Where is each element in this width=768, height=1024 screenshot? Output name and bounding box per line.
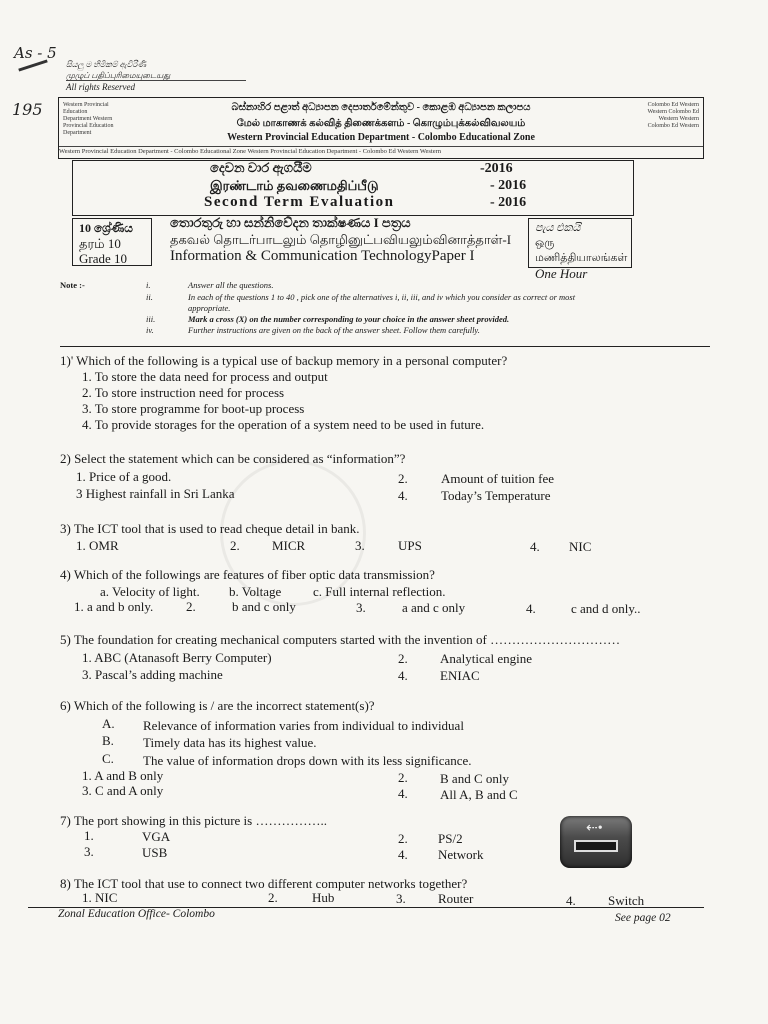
subject-tamil: தகவல் தொடர்பாடலும் தொழினுட்பவியலும்வினாத்தாள்-I xyxy=(170,232,512,247)
option: Hub xyxy=(312,890,335,905)
option: 2. To store instruction need for process xyxy=(82,385,285,400)
subject-title xyxy=(170,214,511,265)
option-number: 3. xyxy=(356,600,366,615)
copyright-english: All rights Reserved xyxy=(66,82,135,92)
term-year-sinhala: -2016 xyxy=(480,161,513,176)
option-number: 2. xyxy=(268,890,278,905)
handwritten-number: 195 xyxy=(12,100,43,119)
note-text: appropriate. xyxy=(188,303,231,313)
option: Switch xyxy=(608,893,645,908)
statement-a: Relevance of information varies from individual to individual xyxy=(143,718,464,733)
dept-english: Western Provincial Education Department - Colombo Educational Zone xyxy=(227,132,535,143)
note-text: In each of the questions 1 to 40 , pick one of the alternatives i, ii, iii, and iv which you consider as correct or most xyxy=(188,292,576,302)
option-number: 4. xyxy=(398,668,408,683)
option: Analytical engine xyxy=(440,651,533,666)
note-text: Mark a cross (X) on the number corresponding to your choice in the answer sheet provided. xyxy=(188,314,510,324)
option: 1. ABC (Atanasoft Berry Computer) xyxy=(82,650,272,665)
subject-english: Information & Communication TechnologyPaper I xyxy=(170,248,475,264)
statement-b: b. Voltage xyxy=(229,584,282,599)
grade-sinhala: 10 ශ්‍රේණිය xyxy=(79,221,133,235)
statement-a: a. Velocity of light. xyxy=(100,584,200,599)
handwritten-note: As - 5 xyxy=(14,44,57,62)
option-number: 4. xyxy=(530,539,540,554)
option-number: 2. xyxy=(186,599,196,614)
note-text: Answer all the questions. xyxy=(188,280,274,290)
usb-icon: ⇠• xyxy=(586,821,603,836)
option-number: 3. xyxy=(84,844,94,859)
option-number: 2. xyxy=(398,831,408,846)
option: 1. A and B only xyxy=(82,768,164,783)
note-num: iii. xyxy=(146,314,156,324)
header-box xyxy=(58,97,704,159)
option: c and d only.. xyxy=(571,601,641,616)
option-number: 4. xyxy=(526,601,536,616)
option: a and c only xyxy=(402,600,466,615)
option: PS/2 xyxy=(438,831,463,846)
option: B and C only xyxy=(440,771,509,786)
time-box xyxy=(528,218,632,281)
time-english: One Hour xyxy=(535,266,588,281)
copyright-tamil: முழுப் பதிப்புரிமையுடையது xyxy=(66,71,171,80)
notes-label: Note :- xyxy=(60,280,85,290)
question-8: 8) The ICT tool that use to connect two different computer networks together? xyxy=(60,876,468,891)
option: ENIAC xyxy=(440,668,480,683)
statement-b: Timely data has its highest value. xyxy=(143,735,317,750)
statement-c: c. Full internal reflection. xyxy=(313,584,446,599)
subject-sinhala: තොරතුරු හා සන්නිවේදන තාක්ෂණය I පත්‍රය xyxy=(170,215,411,230)
option: 3. To store programme for boot-up process xyxy=(82,401,305,416)
notes-divider xyxy=(60,346,710,347)
option: 1. To store the data need for process and output xyxy=(82,369,328,384)
option-number: 4. xyxy=(398,786,408,801)
seal-left: Western Provincial Education Department Western Provincial Education Department xyxy=(63,102,114,136)
option: MICR xyxy=(272,538,306,553)
term-english: Second Term Evaluation xyxy=(204,194,395,210)
footer-see-page: See page 02 xyxy=(615,912,671,924)
option: 1. Price of a good. xyxy=(76,469,172,484)
option: 1. a and b only. xyxy=(74,599,154,614)
term-box xyxy=(72,160,634,216)
grade-box xyxy=(72,218,152,266)
option: VGA xyxy=(142,829,171,844)
question-4: 4) Which of the followings are features of fiber optic data transmission? xyxy=(60,567,435,582)
question-3: 3) The ICT tool that is used to read cheque detail in bank. xyxy=(60,521,360,536)
option: All A, B and C xyxy=(440,787,518,802)
option: b and c only xyxy=(232,599,296,614)
option: 3 Highest rainfall in Sri Lanka xyxy=(76,486,235,501)
time-sinhala: පැය එකයි xyxy=(535,222,581,234)
option-number: 4. xyxy=(566,893,576,908)
option: Amount of tuition fee xyxy=(441,471,555,486)
term-sinhala: දෙවන වාර ඇගයීම xyxy=(210,160,312,175)
option: UPS xyxy=(398,538,422,553)
question-2: 2) Select the statement which can be considered as “information”? xyxy=(60,451,406,466)
grade-tamil: தரம் 10 xyxy=(79,236,121,251)
question-1: 1)' Which of the following is a typical use of backup memory in a personal computer? xyxy=(60,353,508,368)
note-text: Further instructions are given on the back of the answer sheet. Follow them carefully. xyxy=(188,325,480,335)
option: Today’s Temperature xyxy=(441,488,551,503)
option: 1. OMR xyxy=(76,538,119,553)
note-num: iv. xyxy=(146,325,154,335)
option-number: 3. xyxy=(355,538,365,553)
dept-tamil: மேல் மாகாணக் கல்வித் திணைக்களம் - கொழும்புக்கல்விவலயம் xyxy=(236,118,526,129)
option-number: 4. xyxy=(398,488,408,503)
question-5: 5) The foundation for creating mechanical computers started with the invention of ………………………… xyxy=(60,632,621,647)
footer-office: Zonal Education Office- Colombo xyxy=(58,908,215,920)
dept-sinhala: බස්නාහිර පළාත් අධ්‍යාපන දෙපාර්තමේන්තුව - කොළඹ අධ්‍යාපන කලාපය xyxy=(231,102,531,113)
term-year-english: - 2016 xyxy=(490,195,527,210)
option-number: 3. xyxy=(396,891,406,906)
option-number: 1. xyxy=(84,828,94,843)
option: Router xyxy=(438,891,474,906)
option-number: 4. xyxy=(398,847,408,862)
statement-label: C. xyxy=(102,751,114,766)
option-number: 2. xyxy=(398,770,408,785)
option-number: 2. xyxy=(398,651,408,666)
dept-strip: Western Provincial Education Department - Colombo Educational Zone Western Provincial Education Department - Colombo Ed Western Western xyxy=(59,146,703,155)
statement-label: B. xyxy=(102,733,114,748)
seal-right: Colombo Ed Western Western Colombo Ed Western Western Colombo Ed Western xyxy=(647,102,699,129)
option-number: 2. xyxy=(230,538,240,553)
grade-english: Grade 10 xyxy=(79,251,128,266)
time-tamil: ஒரு மணித்தியாலங்கள் xyxy=(535,237,628,264)
option: USB xyxy=(142,845,168,860)
option: 3. C and A only xyxy=(82,783,164,798)
copyright-sinhala: සියලු ම හිමිකම් ඇවිරිණි xyxy=(66,60,147,69)
note-num: ii. xyxy=(146,292,153,302)
option: 1. NIC xyxy=(82,890,118,905)
option-number: 2. xyxy=(398,471,408,486)
usb-slot xyxy=(574,840,618,852)
statement-label: A. xyxy=(102,716,115,731)
term-year-tamil: - 2016 xyxy=(490,178,527,193)
option: 4. To provide storages for the operation of a system need to be used in future. xyxy=(82,417,485,432)
term-tamil: இரண்டாம் தவணைமதிப்பீடு xyxy=(210,178,379,193)
option: 3. Pascal’s adding machine xyxy=(82,667,223,682)
copyright-rule xyxy=(66,80,246,81)
usb-port-image xyxy=(560,816,632,868)
note-num: i. xyxy=(146,280,151,290)
question-7: 7) The port showing in this picture is …………….. xyxy=(60,813,327,828)
option: NIC xyxy=(569,539,592,554)
question-6: 6) Which of the following is / are the incorrect statement(s)? xyxy=(60,698,375,713)
option: Network xyxy=(438,847,484,862)
statement-c: The value of information drops down with its less significance. xyxy=(143,753,472,768)
